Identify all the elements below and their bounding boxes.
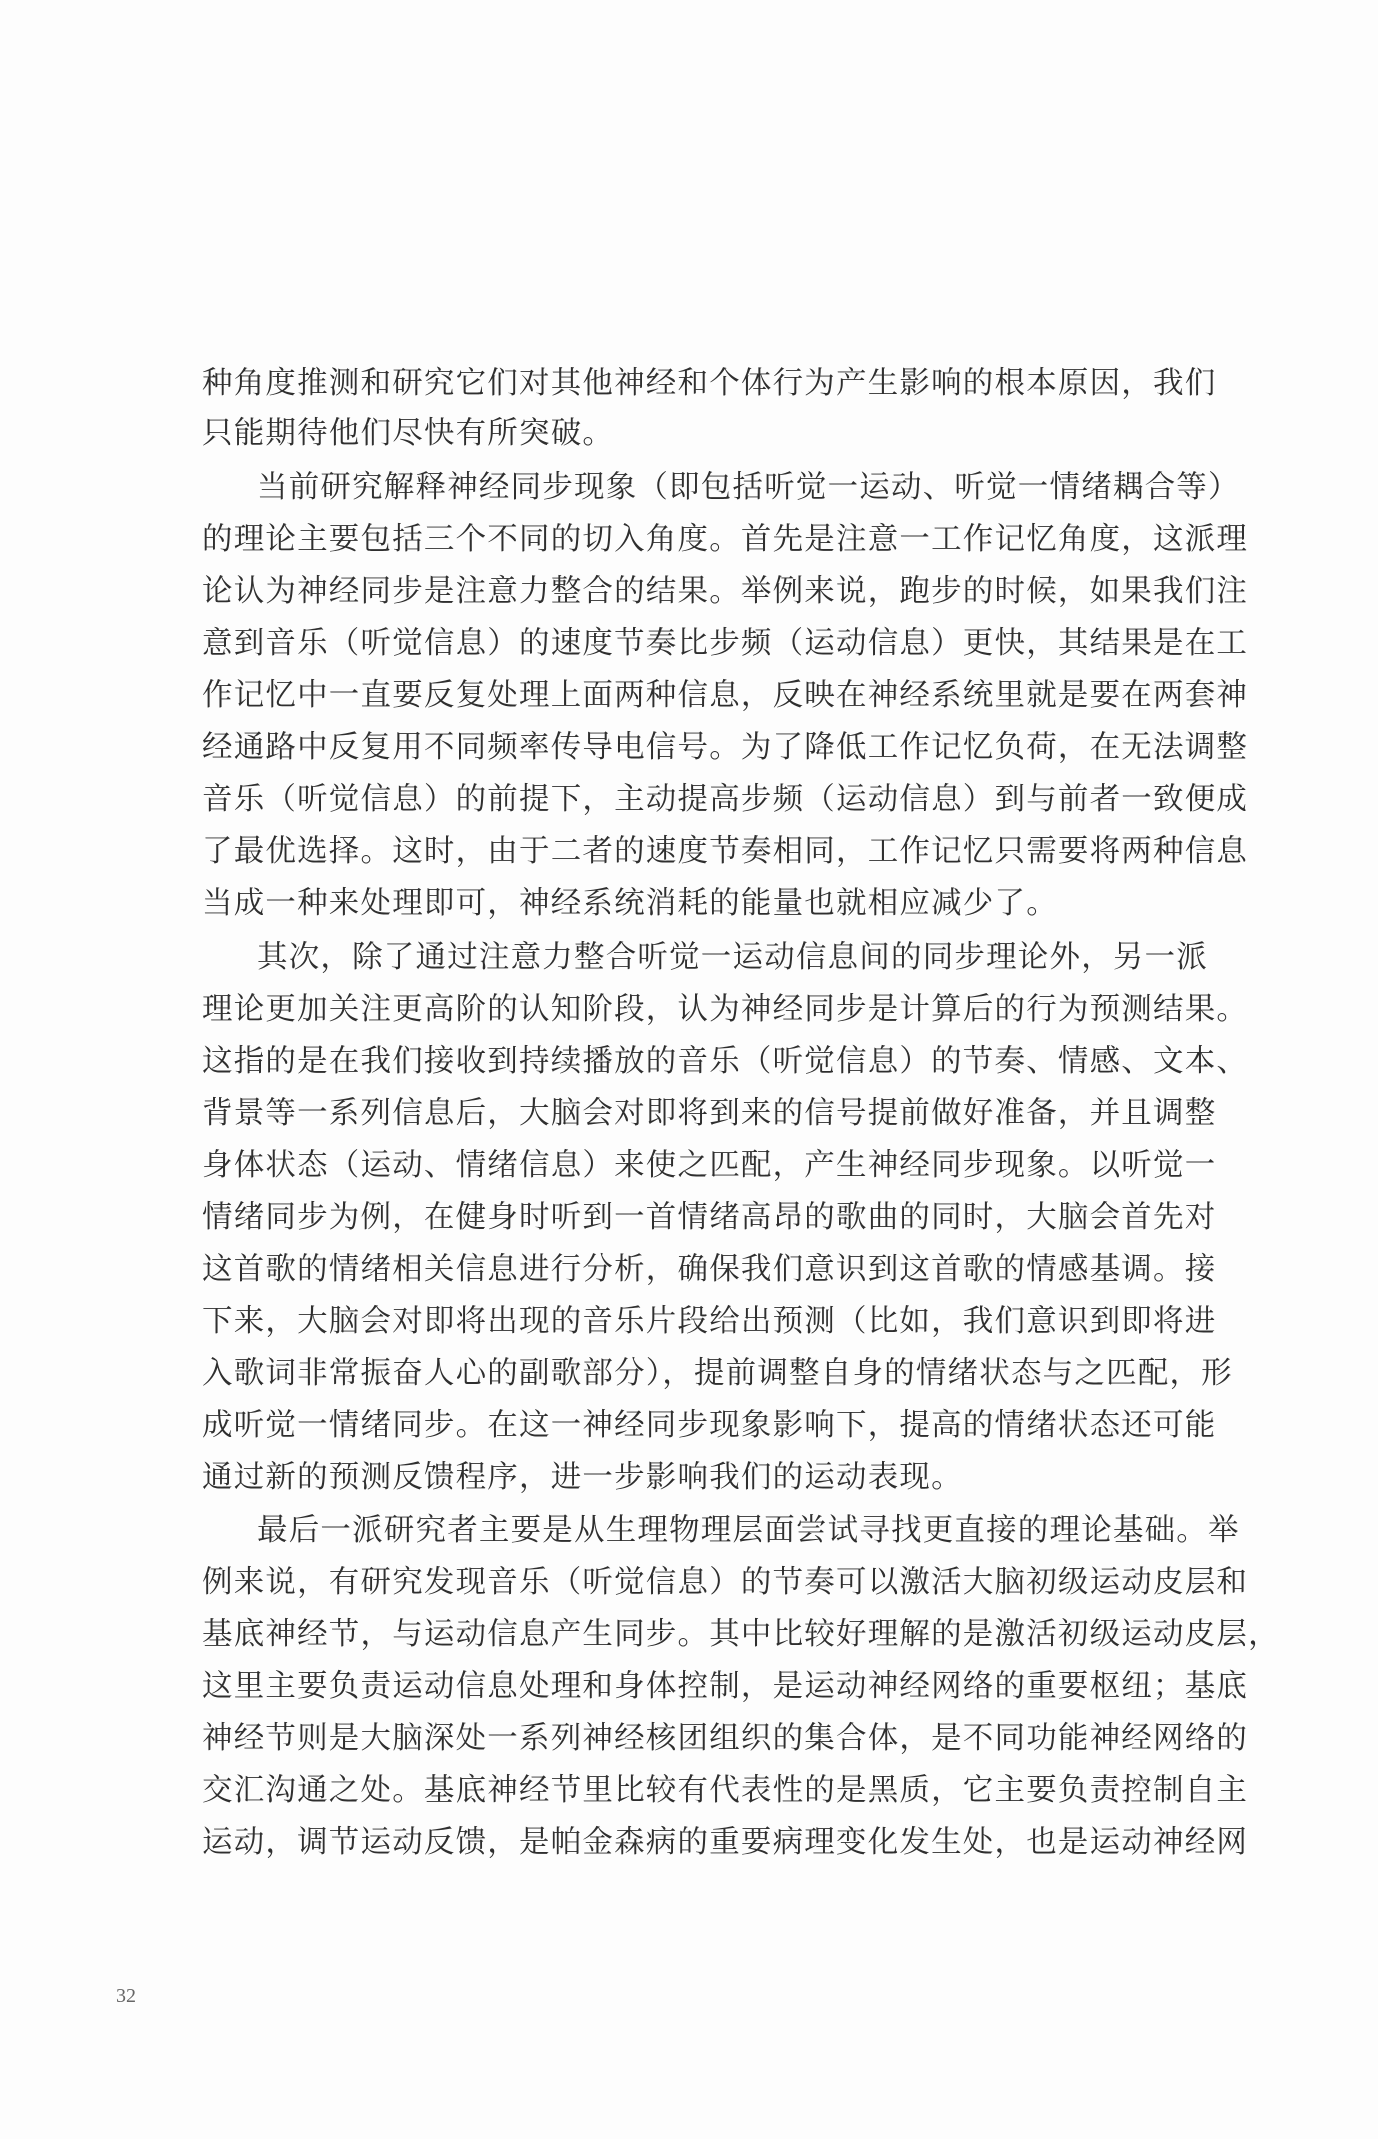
text-line: 其次，除了通过注意力整合听觉一运动信息间的同步理论外，另一派 xyxy=(257,940,1208,975)
page-number: 32 xyxy=(116,1985,136,2007)
text-line: 这指的是在我们接收到持续播放的音乐（听觉信息）的节奏、情感、文本、 xyxy=(202,1044,1249,1079)
text-line: 最后一派研究者主要是从生理物理层面尝试寻找更直接的理论基础。举 xyxy=(257,1513,1240,1548)
text-line: 作记忆中一直要反复处理上面两种信息，反映在神经系统里就是要在两套神 xyxy=(202,678,1249,713)
text-line: 理论更加关注更高阶的认知阶段，认为神经同步是计算后的行为预测结果。 xyxy=(202,992,1249,1027)
text-line: 这里主要负责运动信息处理和身体控制，是运动神经网络的重要枢纽；基底 xyxy=(202,1669,1249,1704)
text-line: 论认为神经同步是注意力整合的结果。举例来说，跑步的时候，如果我们注 xyxy=(202,574,1249,609)
text-line: 意到音乐（听觉信息）的速度节奏比步频（运动信息）更快，其结果是在工 xyxy=(202,626,1249,661)
text-line: 的理论主要包括三个不同的切入角度。首先是注意一工作记忆角度，这派理 xyxy=(202,522,1249,557)
text-line: 神经节则是大脑深处一系列神经核团组织的集合体，是不同功能神经网络的 xyxy=(202,1721,1249,1756)
text-line: 背景等一系列信息后，大脑会对即将到来的信号提前做好准备，并且调整 xyxy=(202,1096,1217,1131)
text-line: 身体状态（运动、情绪信息）来使之匹配，产生神经同步现象。以听觉一 xyxy=(202,1148,1217,1183)
text-line: 下来，大脑会对即将出现的音乐片段给出预测（比如，我们意识到即将进 xyxy=(202,1304,1217,1339)
text-line: 通过新的预测反馈程序，进一步影响我们的运动表现。 xyxy=(202,1460,963,1495)
text-line: 例来说，有研究发现音乐（听觉信息）的节奏可以激活大脑初级运动皮层和 xyxy=(202,1565,1249,1600)
text-line: 种角度推测和研究它们对其他神经和个体行为产生影响的根本原因，我们 xyxy=(202,366,1217,401)
text-line: 入歌词非常振奋人心的副歌部分），提前调整自身的情绪状态与之匹配，形 xyxy=(202,1356,1233,1391)
text-line: 交汇沟通之处。基底神经节里比较有代表性的是黑质，它主要负责控制自主 xyxy=(202,1773,1249,1808)
text-line: 成听觉一情绪同步。在这一神经同步现象影响下，提高的情绪状态还可能 xyxy=(202,1408,1217,1443)
text-line: 当前研究解释神经同步现象（即包括听觉一运动、听觉一情绪耦合等） xyxy=(257,470,1240,505)
text-line: 运动，调节运动反馈，是帕金森病的重要病理变化发生处，也是运动神经网 xyxy=(202,1825,1249,1860)
text-line: 了最优选择。这时，由于二者的速度节奏相同，工作记忆只需要将两种信息 xyxy=(202,834,1249,869)
text-line: 当成一种来处理即可，神经系统消耗的能量也就相应减少了。 xyxy=(202,886,1058,921)
text-line: 经通路中反复用不同频率传导电信号。为了降低工作记忆负荷，在无法调整 xyxy=(202,730,1249,765)
text-line: 情绪同步为例，在健身时听到一首情绪高昂的歌曲的同时，大脑会首先对 xyxy=(202,1200,1217,1235)
text-line: 只能期待他们尽快有所突破。 xyxy=(202,416,615,451)
text-line: 音乐（听觉信息）的前提下，主动提高步频（运动信息）到与前者一致便成 xyxy=(202,782,1249,817)
text-line: 基底神经节，与运动信息产生同步。其中比较好理解的是激活初级运动皮层， xyxy=(202,1617,1280,1652)
text-line: 这首歌的情绪相关信息进行分析，确保我们意识到这首歌的情感基调。接 xyxy=(202,1252,1217,1287)
